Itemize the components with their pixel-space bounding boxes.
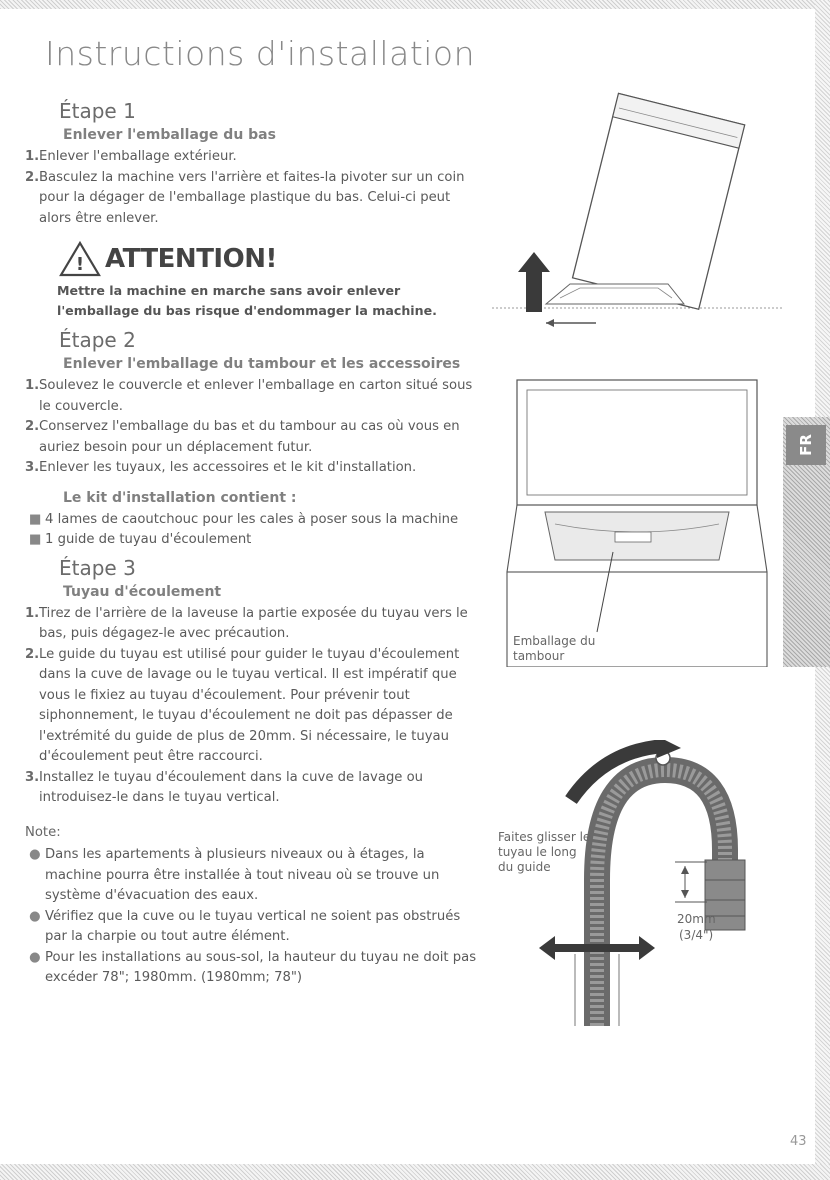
list-item: ● Pour les installations au sous-sol, la hauteur du tuyau ne doit pas excéder 78"; 1980mm. (1980mm; 78") [25,948,485,989]
list-item: ■ 1 guide de tuyau d'écoulement [25,530,485,551]
list-item: 1. Tirez de l'arrière de la laveuse la partie exposée du tuyau vers le bas, puis dégagez-le avec précaution. [25,605,468,641]
attention-banner [59,241,485,277]
step-3-heading: Étape 3 [59,555,136,580]
dimension-imperial-label: (3/4") [679,928,714,942]
step-3-subheading: Tuyau d'écoulement [63,583,222,600]
tilted-washer-illustration [488,72,788,332]
bullet-icon: ■ [29,532,42,547]
kit-list [25,510,485,551]
list-item: 3. Installez le tuyau d'écoulement dans la cuve de lavage ou introduisez-le dans le tuyau vertical. [25,769,424,805]
list-item: 2. Basculez la machine vers l'arrière et faites-la pivoter sur un coin pour la dégager de l'emballage plastique du bas. Celui-ci peut alors être enlever. [25,169,465,226]
list-item: ● Dans les apartements à plusieurs niveaux ou à étages, la machine pourra être installée à tout niveau où se trouve un système d'évacuation des eaux. [25,845,485,907]
bullet-icon: ● [29,949,41,965]
list-item: 2. Le guide du tuyau est utilisé pour guider le tuyau d'écoulement dans la cuve de lavage ou le tuyau vertical. Il est impératif que vous le fixiez au tuyau d'écoulement. Pour prévenir tout siphonnement, le tuyau d'écoulement ne doit pas dépasser de l'extrémité du guide de plus de 20mm. Si nécessaire, le tuyau d'écoulement peut être raccourci. [25,646,460,764]
attention-body: Mettre la machine en marche sans avoir enlever l'emballage du bas risque d'endommager la machine. [57,283,437,318]
step-2-heading: Étape 2 [59,328,136,352]
list-item: 3. Enlever les tuyaux, les accessoires et le kit d'installation. [25,460,417,475]
step-2-subheading: Enlever l'emballage du tambour et les accessoires [63,356,461,372]
bullet-icon: ● [29,908,41,924]
dimension-label: 20mm [677,912,716,926]
top-border [0,0,830,9]
attention-title: ATTENTION! [105,243,277,274]
list-item: ● Vérifiez que la cuve ou le tuyau vertical ne soient pas obstrués par la charpie ou tout autre élément. [25,907,485,948]
list-item: 1. Soulevez le couvercle et enlever l'emballage en carton situé sous le couvercle. [25,378,473,414]
slide-hose-caption: Faites glisser le tuyau le long du guide [498,830,591,874]
step-2-list [25,376,485,479]
step-1-heading: Étape 1 [59,99,136,123]
list-item: ■ 4 lames de caoutchouc pour les cales à poser sous la machine [25,510,485,531]
bottom-border [0,1164,830,1180]
step-1-list [25,147,485,229]
note-list [25,845,485,989]
drum-packaging-caption: Emballage du tambour [513,634,596,663]
bullet-icon: ● [29,847,41,862]
page-number: 43 [790,1134,807,1149]
language-tab-label: FR [786,425,826,465]
kit-heading: Le kit d'installation contient : [63,489,297,506]
drain-hose-guide-illustration [535,740,765,1030]
step-3-list [25,604,485,809]
list-item: 1. Enlever l'emballage extérieur. [25,149,237,164]
bullet-icon: ■ [29,511,42,527]
text-column [25,98,485,993]
step-1-subheading: Enlever l'emballage du bas [63,127,276,143]
page-title: Instructions d'installation [45,34,476,73]
list-item: 2. Conservez l'emballage du bas et du tambour au cas où vous en auriez besoin pour un déplacement futur. [25,419,460,455]
note-label: Note: [25,824,61,840]
open-washer-illustration [505,372,770,667]
warning-triangle-icon [59,241,101,277]
svg-text:!: ! [75,254,85,275]
